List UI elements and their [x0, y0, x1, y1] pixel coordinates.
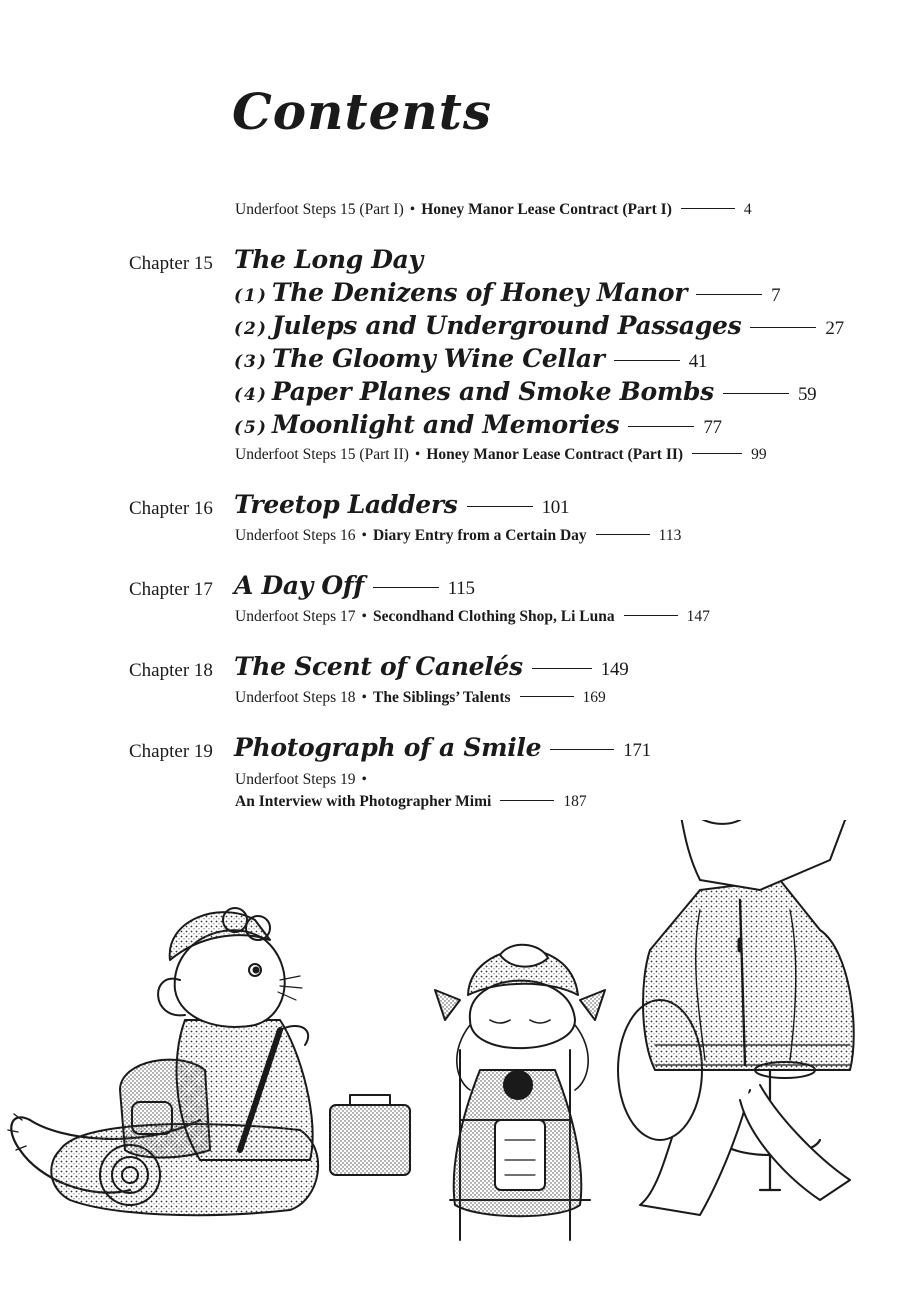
page-number: 77 [703, 417, 722, 438]
toc-entry-extra[interactable] [235, 608, 710, 626]
entry-label: Underfoot Steps 15 (Part II) [235, 446, 409, 463]
toc-entry-chapter[interactable] [234, 652, 628, 681]
leader-line [723, 393, 789, 394]
toc-entry-chapter[interactable] [234, 490, 569, 519]
page-number: 101 [541, 497, 570, 518]
entry-title: The Siblings’ Talents [372, 689, 511, 706]
leader-line [696, 294, 762, 295]
toc-entry-prelude[interactable] [235, 201, 752, 219]
chapter-label: Chapter 18 [129, 660, 213, 681]
entry-label: Underfoot Steps 15 (Part I) [235, 201, 404, 218]
leader-line [373, 587, 439, 588]
page-number: 147 [686, 608, 710, 625]
entry-title: Diary Entry from a Certain Day [372, 527, 587, 544]
page-number: 27 [825, 318, 844, 339]
chapter-label: Chapter 17 [129, 579, 213, 600]
toc-entry-part[interactable] [234, 344, 707, 373]
part-title: Moonlight and Memories [271, 410, 620, 439]
bullet: • [361, 608, 367, 625]
entry-label: Underfoot Steps 16 [235, 527, 356, 544]
page-number: 99 [751, 446, 767, 463]
page-number: 7 [771, 285, 781, 306]
toc-entry-extra-label [235, 771, 373, 789]
part-title: Juleps and Underground Passages [271, 311, 742, 340]
leader-line [628, 426, 694, 427]
badger-with-sunglasses-figure [618, 820, 870, 1215]
leader-line [500, 800, 554, 801]
contents-title: Contents [232, 82, 493, 141]
toc-entry-part[interactable] [234, 278, 780, 307]
chapter-label: Chapter 19 [129, 741, 213, 762]
entry-title: Honey Manor Lease Contract (Part I) [421, 201, 672, 218]
toc-entry-extra[interactable] [235, 527, 681, 545]
mouse-traveler-figure [8, 908, 410, 1215]
chapter-title: Photograph of a Smile [234, 733, 542, 762]
part-title: The Gloomy Wine Cellar [271, 344, 605, 373]
leader-line [750, 327, 816, 328]
page-number: 113 [658, 527, 682, 544]
entry-label: Underfoot Steps 17 [235, 608, 356, 625]
chapter-label: Chapter 16 [129, 498, 213, 519]
leader-line [596, 534, 650, 535]
character-illustration [0, 820, 900, 1270]
toc-entry-chapter[interactable] [234, 733, 651, 762]
page-number: 4 [743, 201, 752, 218]
entry-title: An Interview with Photographer Mimi [235, 793, 492, 810]
leader-line [624, 615, 678, 616]
bullet: • [361, 771, 367, 788]
page-number: 115 [447, 578, 475, 599]
toc-entry-part[interactable] [234, 377, 816, 406]
entry-title: Secondhand Clothing Shop, Li Luna [372, 608, 615, 625]
toc-entry-chapter[interactable] [234, 571, 475, 600]
part-number: (3) [234, 352, 268, 372]
leader-line [532, 668, 592, 669]
part-title: Paper Planes and Smoke Bombs [271, 377, 714, 406]
part-number: (4) [234, 385, 268, 405]
page-number: 169 [582, 689, 606, 706]
chapter-title[interactable]: The Long Day [234, 245, 423, 274]
toc-entry-extra[interactable] [235, 689, 606, 707]
toc-entry-extra[interactable] [235, 446, 767, 464]
chapter-label: Chapter 15 [129, 253, 213, 274]
part-number: (2) [234, 319, 268, 339]
entry-label: Underfoot Steps 19 [235, 771, 356, 788]
page-number: 59 [797, 384, 817, 405]
leader-line [520, 696, 574, 697]
seated-child-figure [435, 945, 605, 1240]
chapter-title: Treetop Ladders [234, 490, 458, 519]
part-number: (1) [234, 286, 268, 306]
page-number: 171 [623, 740, 651, 761]
leader-line [614, 360, 680, 361]
bullet: • [414, 446, 421, 463]
bullet: • [409, 201, 416, 218]
part-number: (5) [234, 418, 268, 438]
leader-line [550, 749, 614, 750]
page-number: 187 [563, 793, 587, 810]
toc-entry-extra[interactable] [235, 793, 587, 811]
bullet: • [361, 527, 367, 544]
leader-line [467, 506, 533, 507]
chapter-title: A Day Off [234, 571, 364, 600]
entry-label: Underfoot Steps 18 [235, 689, 356, 706]
part-title: The Denizens of Honey Manor [271, 278, 688, 307]
leader-line [692, 453, 742, 454]
toc-entry-part[interactable] [234, 410, 722, 439]
page-number: 41 [688, 351, 708, 372]
page-number: 149 [600, 659, 629, 680]
chapter-title: The Scent of Canelés [234, 652, 523, 681]
leader-line [681, 208, 735, 209]
bullet: • [361, 689, 367, 706]
toc-entry-part[interactable] [234, 311, 844, 340]
entry-title: Honey Manor Lease Contract (Part II) [426, 446, 684, 463]
